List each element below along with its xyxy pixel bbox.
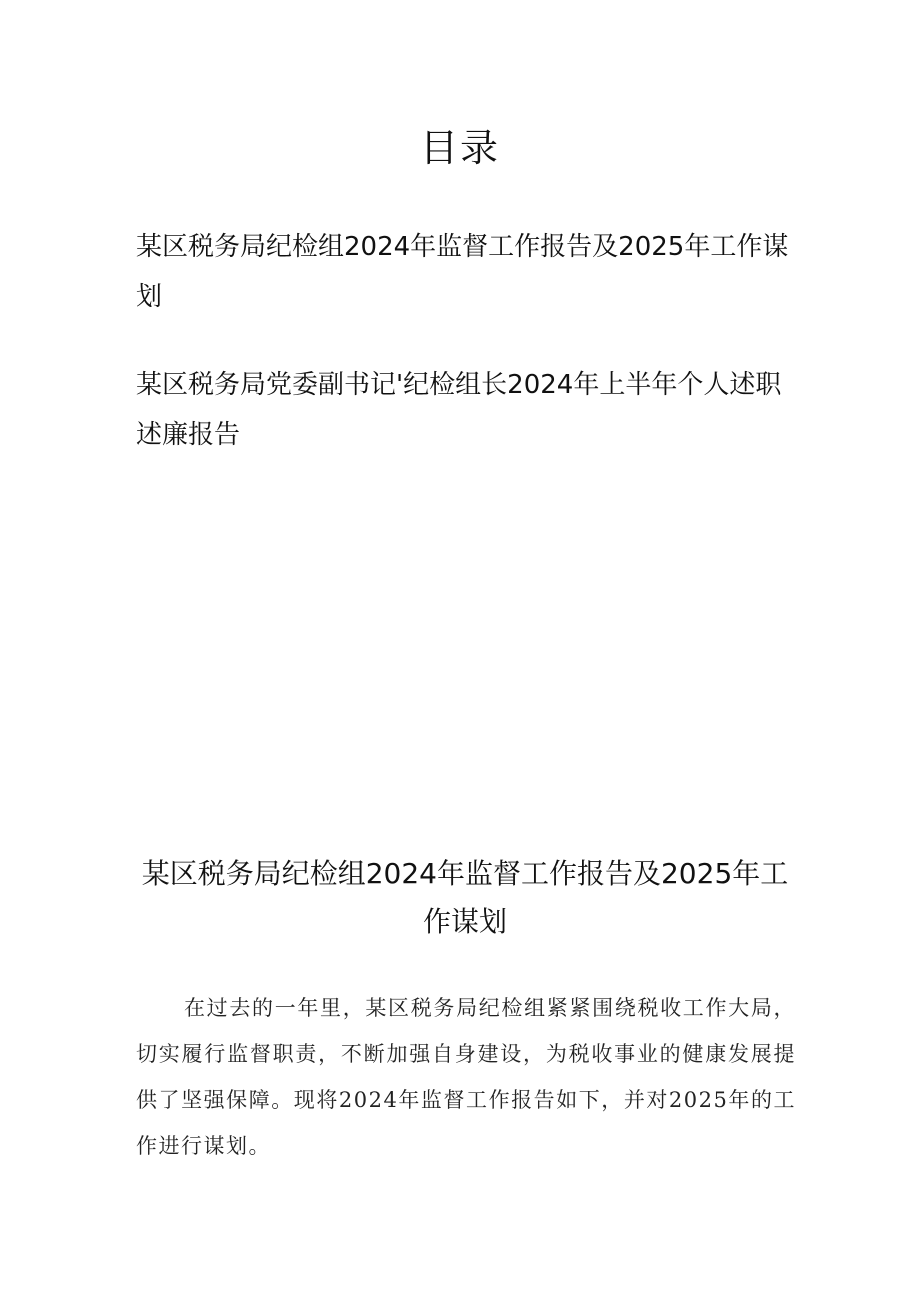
toc-list — [136, 222, 796, 498]
toc-title: 目录 — [419, 126, 500, 170]
toc-item-supervision-report[interactable]: 某区税务局纪检组2024年监督工作报告及2025年工作谋划 — [136, 232, 789, 312]
toc-item-personal-report[interactable]: 某区税务局党委副书记'纪检组长2024年上半年个人述职述廉报告 — [136, 370, 782, 450]
body-paragraph: 在过去的一年里，某区税务局纪检组紧紧围绕税收工作大局，切实履行监督职责，不断加强自身建设，为税收事业的健康发展提供了坚强保障。现将2024年监督工作报告如下，并对2025年的工作进行谋划。 — [136, 996, 796, 1158]
document-heading: 某区税务局纪检组2024年监督工作报告及2025年工作谋划 — [141, 857, 789, 938]
